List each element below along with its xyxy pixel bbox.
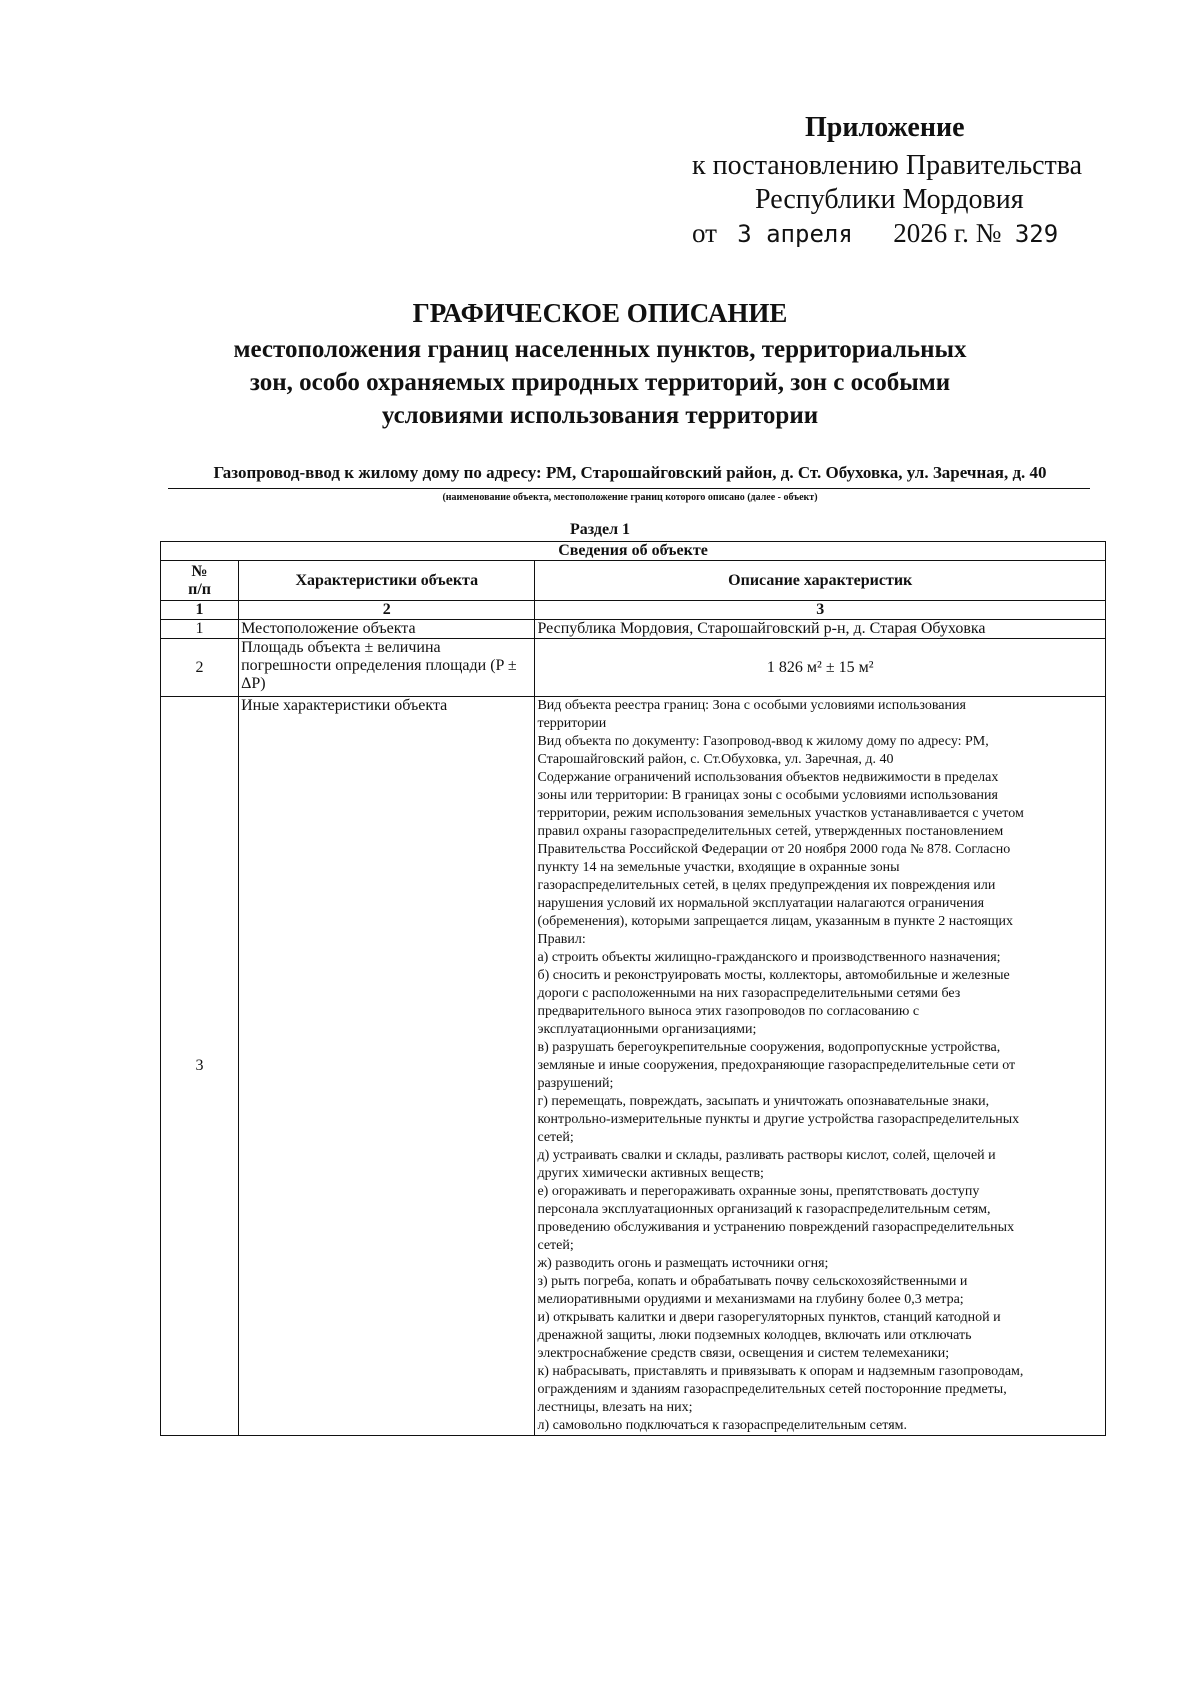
description-line: Старошайговский район, с. Ст.Обуховка, ул. Заречная, д. 40 xyxy=(537,752,894,767)
row-number: 3 xyxy=(161,697,239,1436)
description-line: Правительства Российской Федерации от 20 ноября 2000 года № 878. Согласно xyxy=(537,842,1011,857)
section-label: Раздел 1 xyxy=(569,521,631,538)
decree-number: 329 xyxy=(1014,220,1059,248)
description-line: Правил: xyxy=(537,932,586,947)
object-name: Газопровод-ввод к жилому дому по адресу: РМ, Старошайговский район, д. Ст. Обуховка, ул. Заречная, д. 40 xyxy=(213,463,1047,482)
description-line: з) рыть погреба, копать и обрабатывать почву сельскохозяйственными и xyxy=(537,1274,968,1289)
description-line: других химически активных веществ; xyxy=(537,1166,764,1181)
object-underline xyxy=(168,488,1090,489)
table-header-row xyxy=(161,561,1106,601)
appendix-line-1: к постановлению Правительства xyxy=(692,150,1083,181)
description-line: правил охраны газораспределительных сетей, утвержденных постановлением xyxy=(537,824,1004,839)
document-subtitle-2: зон, особо охраняемых природных территорий, зон с особыми xyxy=(249,369,951,396)
table-caption-row xyxy=(161,542,1106,561)
table-row xyxy=(161,620,1106,639)
description-line: дороги с расположенными на них газораспределительными сетями без xyxy=(537,986,961,1001)
table-caption: Сведения об объекте xyxy=(161,542,1106,561)
date-year: 2026 г. № xyxy=(893,218,1002,248)
description-line: и) открывать калитки и двери газорегуляторных пунктов, станций катодной и xyxy=(537,1310,1001,1325)
description-line: л) самовольно подключаться к газораспределительным сетям. xyxy=(537,1418,907,1433)
description-line: территории xyxy=(537,716,607,731)
column-numbers-row xyxy=(161,601,1106,620)
table-row xyxy=(161,697,1106,1436)
object-note: (наименование объекта, местоположение границ которого описано (далее - объект) xyxy=(442,492,818,503)
row-characteristic: Иные характеристики объекта xyxy=(239,697,535,1436)
row-characteristic: Площадь объекта ± величина погрешности определения площади (P ± ΔP) xyxy=(239,639,535,697)
column-number-2: 2 xyxy=(239,601,535,620)
row-description: 1 826 м² ± 15 м² xyxy=(535,639,1106,697)
row-characteristic: Местоположение объекта xyxy=(239,620,535,639)
document-subtitle-3: условиями использования территории xyxy=(381,402,819,429)
appendix-title: Приложение xyxy=(805,112,965,143)
object-info-table xyxy=(160,541,1106,1436)
header-number: № п/п xyxy=(161,561,239,601)
description-line: контрольно-измерительные пункты и другие устройства газораспределительных xyxy=(537,1112,1020,1127)
description-line: мелиоративными орудиями и механизмами на глубину более 0,3 метра; xyxy=(537,1292,964,1307)
description-line: персонала эксплуатационных организаций к газораспределительным сетям, xyxy=(537,1202,991,1217)
description-line: Вид объекта по документу: Газопровод-ввод к жилому дому по адресу: РМ, xyxy=(537,734,989,749)
description-line: б) сносить и реконструировать мосты, коллекторы, автомобильные и железные xyxy=(537,968,1010,983)
row-description: Республика Мордовия, Старошайговский р-н, д. Старая Обуховка xyxy=(535,620,1106,639)
description-line: нарушения условий их нормальной эксплуатации налагаются ограничения xyxy=(537,896,985,911)
header-characteristic: Характеристики объекта xyxy=(239,561,535,601)
description-line: д) устраивать свалки и склады, разливать растворы кислот, солей, щелочей и xyxy=(537,1148,996,1163)
description-line: Вид объекта реестра границ: Зона с особыми условиями использования xyxy=(537,698,966,713)
description-line: сетей; xyxy=(537,1130,574,1145)
description-line: ограждениям и зданиям газораспределительных сетей посторонние предметы, xyxy=(537,1382,1007,1397)
description-line: сетей; xyxy=(537,1238,574,1253)
description-line: а) строить объекты жилищно-гражданского и производственного назначения; xyxy=(537,950,1001,965)
column-number-3: 3 xyxy=(535,601,1106,620)
description-line: к) набрасывать, приставлять и привязывать к опорам и надземным газопроводам, xyxy=(537,1364,1024,1379)
appendix-line-2: Республики Мордовия xyxy=(755,184,1024,215)
row-description-long xyxy=(535,697,1106,1436)
description-line: предварительного выноса этих газопроводов по согласованию с xyxy=(537,1004,920,1019)
appendix-date-line xyxy=(692,218,1058,249)
description-line: е) огораживать и перегораживать охранные зоны, препятствовать доступу xyxy=(537,1184,980,1199)
description-line: разрушений; xyxy=(537,1076,614,1091)
description-line: эксплуатационными организациями; xyxy=(537,1022,757,1037)
description-line: территории, режим использования земельных участков устанавливается с учетом xyxy=(537,806,1024,821)
row-number: 2 xyxy=(161,639,239,697)
header-description: Описание характеристик xyxy=(535,561,1106,601)
document-title: ГРАФИЧЕСКОЕ ОПИСАНИЕ xyxy=(412,298,788,328)
date-day: 3 апреля xyxy=(737,220,853,248)
description-line: газораспределительных сетей, в целях предупреждения их повреждения или xyxy=(537,878,996,893)
description-line: земляные и иные сооружения, предохраняющие газораспределительные сети от xyxy=(537,1058,1016,1073)
date-prefix: от xyxy=(692,218,717,248)
description-line: (обременения), которыми запрещается лицам, указанным в пункте 2 настоящих xyxy=(537,914,1014,929)
description-line: проведению обслуживания и устранению повреждений газораспределительных xyxy=(537,1220,1015,1235)
document-subtitle-1: местоположения границ населенных пунктов, территориальных xyxy=(233,336,967,363)
description-line: Содержание ограничений использования объектов недвижимости в пределах xyxy=(537,770,999,785)
description-line: г) перемещать, повреждать, засыпать и уничтожать опознавательные знаки, xyxy=(537,1094,990,1109)
row-number: 1 xyxy=(161,620,239,639)
description-line: электроснабжение средств связи, освещения и систем телемеханики; xyxy=(537,1346,950,1361)
description-line: зоны или территории: В границах зоны с особыми условиями использования xyxy=(537,788,998,803)
column-number-1: 1 xyxy=(161,601,239,620)
description-line: дренажной защиты, люки подземных колодцев, включать или отключать xyxy=(537,1328,972,1343)
table-row xyxy=(161,639,1106,697)
description-line: пункту 14 на земельные участки, входящие в охранные зоны xyxy=(537,860,900,875)
description-line: лестницы, влезать на них; xyxy=(537,1400,693,1415)
description-line: в) разрушать берегоукрепительные сооружения, водопропускные устройства, xyxy=(537,1040,1001,1055)
description-line: ж) разводить огонь и размещать источники огня; xyxy=(537,1256,829,1271)
